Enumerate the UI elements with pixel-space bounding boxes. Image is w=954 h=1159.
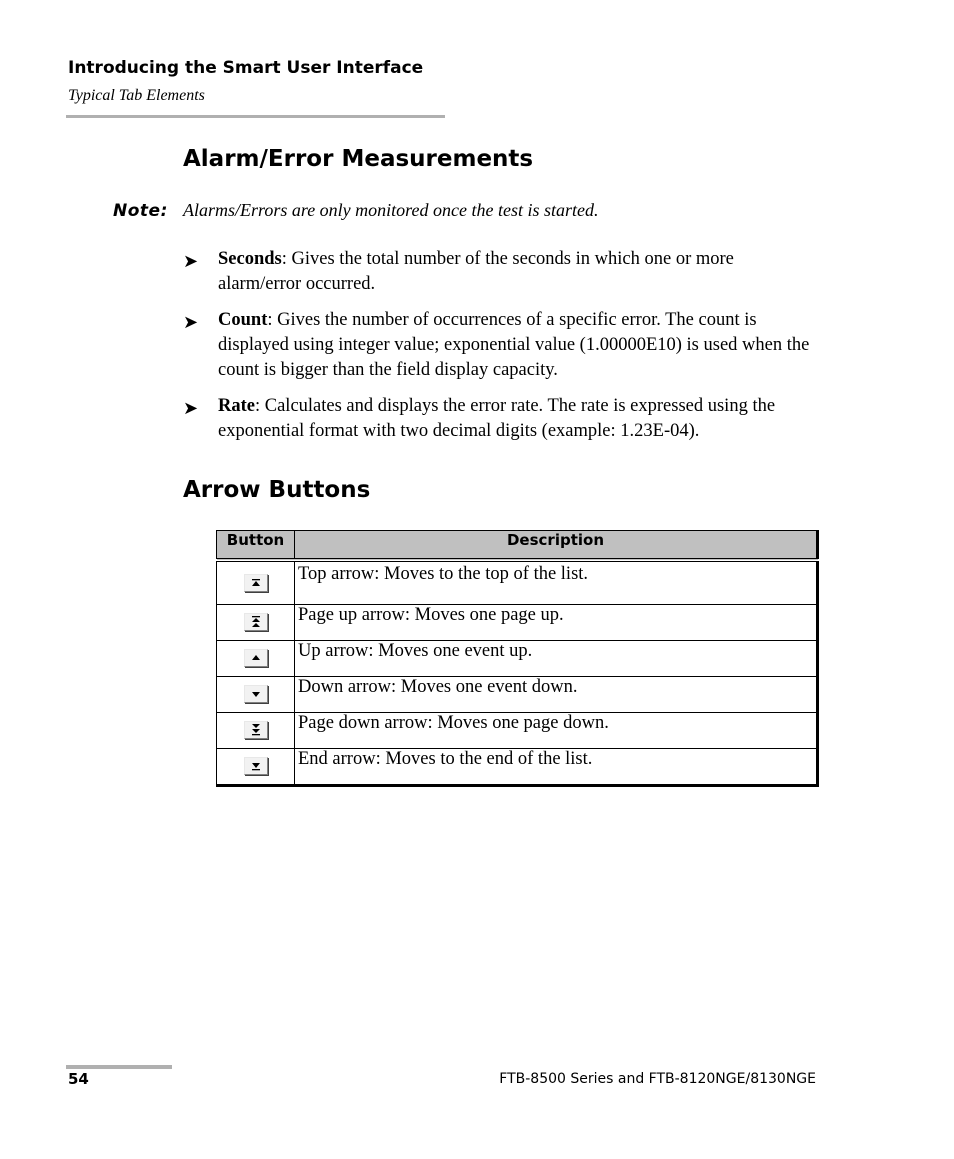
up-arrow-icon [244, 649, 268, 667]
running-header-chapter: Introducing the Smart User Interface [68, 58, 424, 78]
table-row [217, 677, 818, 713]
footer-divider [66, 1065, 172, 1069]
alarm-section-heading: Alarm/Error Measurements [183, 146, 534, 172]
list-item [183, 308, 818, 383]
table-row [217, 641, 818, 677]
bullet-arrow-icon: ➤ [183, 312, 199, 332]
row-description: Page down arrow: Moves one page down. [295, 713, 818, 749]
bullet-arrow-icon: ➤ [183, 398, 199, 418]
row-description: End arrow: Moves to the end of the list. [295, 749, 818, 786]
header-divider [66, 115, 445, 118]
definition-seconds: : Gives the total number of the seconds in which one or more alarm/error occurred. [218, 249, 734, 294]
row-description: Page up arrow: Moves one page up. [295, 605, 818, 641]
table-row [217, 713, 818, 749]
term-count: Count [218, 310, 268, 330]
table-row [217, 560, 818, 605]
top-arrow-icon [244, 574, 268, 592]
row-description: Down arrow: Moves one event down. [295, 677, 818, 713]
term-seconds: Seconds [218, 249, 282, 269]
note-text: Alarms/Errors are only monitored once the test is started. [183, 200, 599, 220]
footer-product-title: FTB-8500 Series and FTB-8120NGE/8130NGE [499, 1071, 816, 1087]
table-row [217, 749, 818, 786]
page-down-arrow-icon [244, 721, 268, 739]
page-number: 54 [68, 1070, 89, 1088]
row-description: Up arrow: Moves one event up. [295, 641, 818, 677]
column-header-button: Button [217, 531, 295, 561]
definition-rate: : Calculates and displays the error rate. The rate is expressed using the exponential format with two decimal digits (example: 1.23E-04). [218, 396, 776, 441]
table-row [217, 605, 818, 641]
arrow-section-heading: Arrow Buttons [183, 477, 371, 503]
bullet-arrow-icon: ➤ [183, 251, 199, 271]
page-up-arrow-icon [244, 613, 268, 631]
row-description: Top arrow: Moves to the top of the list. [295, 560, 818, 605]
definition-count: : Gives the number of occurrences of a specific error. The count is displayed using integer value; exponential value (1.00000E10) is used when the count is bigger than the field display capacity. [218, 310, 810, 380]
end-arrow-icon [244, 757, 268, 775]
note-label: Note: [113, 201, 168, 221]
running-header-section: Typical Tab Elements [68, 87, 205, 104]
measurement-list [183, 247, 818, 455]
list-item [183, 247, 818, 297]
list-item [183, 394, 818, 444]
column-header-description: Description [295, 531, 818, 561]
arrow-buttons-table [216, 530, 819, 787]
term-rate: Rate [218, 396, 255, 416]
down-arrow-icon [244, 685, 268, 703]
